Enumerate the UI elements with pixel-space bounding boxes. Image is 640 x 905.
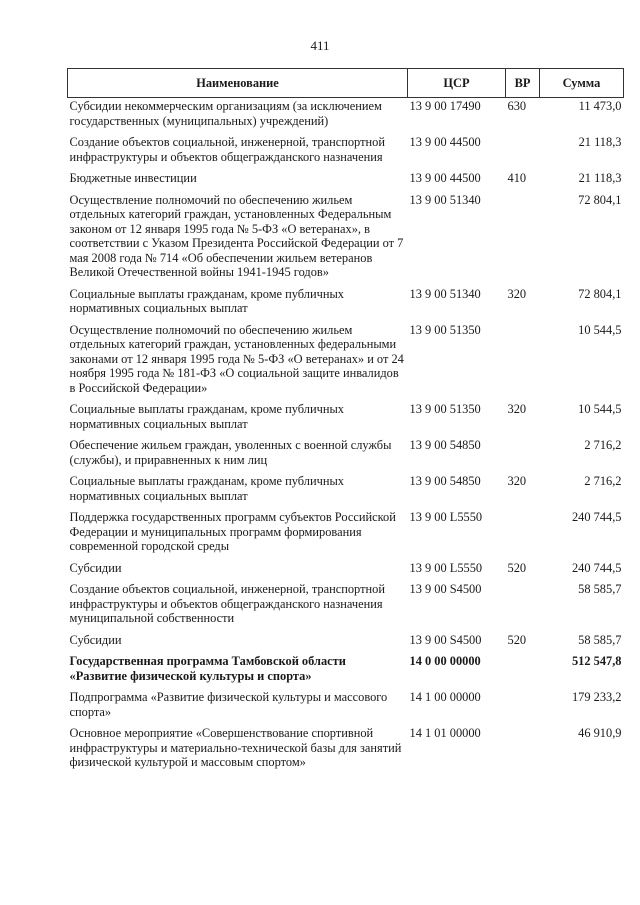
cell-csr: 13 9 00 L5550 xyxy=(409,560,483,575)
cell-csr: 14 0 00 00000 xyxy=(409,654,481,668)
cell-name: Основное мероприятие «Совершенствование спортивной инфраструктуры и материально-технической базы для занятий физической культурой и массовым спортом» xyxy=(69,726,402,769)
cell-sum: 21 118,3 xyxy=(578,171,622,185)
cell-vr: 320 xyxy=(507,402,527,416)
cell-sum: 2 716,2 xyxy=(584,474,622,488)
cell-sum: 240 744,5 xyxy=(571,560,622,575)
table-row xyxy=(68,653,624,689)
cell-vr: 320 xyxy=(507,286,527,301)
header-vr: ВР xyxy=(506,69,540,98)
cell-vr: 520 xyxy=(507,632,527,647)
cell-csr: 13 9 00 51340 xyxy=(409,192,481,207)
cell-csr: 14 1 00 00000 xyxy=(409,690,481,704)
cell-csr: 13 9 00 51340 xyxy=(409,286,481,301)
cell-vr xyxy=(506,509,540,560)
cell-vr: 320 xyxy=(507,474,527,488)
cell-vr xyxy=(506,689,540,725)
cell-sum: 21 118,3 xyxy=(578,135,622,149)
cell-sum: 46 910,9 xyxy=(578,726,622,740)
cell-vr xyxy=(506,134,540,170)
header-name: Наименование xyxy=(68,69,408,98)
cell-name: Обеспечение жильем граждан, уволенных с военной службы (службы), и приравненных к ним лиц xyxy=(69,438,392,467)
cell-vr xyxy=(506,437,540,473)
cell-csr: 13 9 00 L5550 xyxy=(409,510,483,524)
cell-vr xyxy=(506,581,540,632)
cell-sum: 240 744,5 xyxy=(571,510,622,524)
cell-name: Создание объектов социальной, инженерной, транспортной инфраструктуры и объектов общегражданского назначения муниципальной собственности xyxy=(69,582,385,625)
cell-vr: 410 xyxy=(507,171,527,185)
cell-csr: 13 9 00 51350 xyxy=(409,402,481,416)
table-row xyxy=(68,560,624,582)
cell-name: Осуществление полномочий по обеспечению жильем отдельных категорий граждан, установленных Федеральным законом от 12 января 1995 года № 5-ФЗ «О ветеранах», в соответствии с Указом Президента Российской Федерации от 7 мая 2008 года № 714 «Об обеспечении жильем ветеранов Великой Отечественной войны 1941-1945 годов» xyxy=(69,192,404,279)
table-row xyxy=(68,509,624,560)
cell-name: Государственная программа Тамбовской области «Развитие физической культуры и спорта» xyxy=(69,654,346,683)
cell-name: Субсидии xyxy=(69,632,122,647)
cell-csr: 13 9 00 51350 xyxy=(409,322,481,337)
cell-vr: 630 xyxy=(507,99,527,113)
cell-vr xyxy=(506,653,540,689)
cell-vr xyxy=(506,192,540,286)
cell-name: Подпрограмма «Развитие физической культуры и массового спорта» xyxy=(69,690,388,719)
cell-vr xyxy=(506,322,540,402)
cell-name: Субсидии xyxy=(69,560,122,575)
cell-vr xyxy=(506,725,540,776)
table-row xyxy=(68,286,624,322)
table-row xyxy=(68,401,624,437)
table-row xyxy=(68,725,624,776)
table-row xyxy=(68,170,624,192)
cell-name: Поддержка государственных программ субъектов Российской Федерации и муниципальных программ формирования современной городской среды xyxy=(69,510,396,553)
table-row xyxy=(68,581,624,632)
cell-sum: 10 544,5 xyxy=(578,322,622,337)
cell-name: Социальные выплаты гражданам, кроме публичных нормативных социальных выплат xyxy=(69,474,344,503)
cell-name: Социальные выплаты гражданам, кроме публичных нормативных социальных выплат xyxy=(69,286,344,315)
cell-sum: 11 473,0 xyxy=(578,99,622,113)
cell-csr: 13 9 00 44500 xyxy=(409,171,481,185)
cell-csr: 13 9 00 54850 xyxy=(409,474,481,488)
cell-vr: 520 xyxy=(507,560,527,575)
cell-csr: 13 9 00 17490 xyxy=(409,99,481,113)
table-row xyxy=(68,473,624,509)
header-csr: ЦСР xyxy=(408,69,506,98)
budget-table xyxy=(67,68,624,776)
cell-name: Субсидии некоммерческим организациям (за исключением государственных (муниципальных) учреждений) xyxy=(69,99,382,128)
cell-sum: 512 547,8 xyxy=(571,654,622,668)
table-header-row xyxy=(68,69,624,98)
cell-csr: 13 9 00 S4500 xyxy=(409,632,482,647)
cell-csr: 13 9 00 54850 xyxy=(409,438,481,452)
cell-sum: 72 804,1 xyxy=(578,192,622,207)
cell-sum: 72 804,1 xyxy=(578,286,622,301)
table-row xyxy=(68,437,624,473)
table-row xyxy=(68,632,624,654)
cell-name: Социальные выплаты гражданам, кроме публичных нормативных социальных выплат xyxy=(69,402,344,431)
cell-sum: 2 716,2 xyxy=(584,438,622,452)
table-row xyxy=(68,98,624,135)
cell-csr: 13 9 00 S4500 xyxy=(409,582,482,596)
header-sum: Сумма xyxy=(540,69,624,98)
cell-name: Осуществление полномочий по обеспечению жильем отдельных категорий граждан, установленных федеральными законами от 12 января 1995 года № 5-ФЗ «О ветеранах» и от 24 ноября 1995 года № 181-ФЗ «О социальной защите инвалидов в Российской Федерации» xyxy=(69,322,404,395)
table-row xyxy=(68,134,624,170)
cell-name: Бюджетные инвестиции xyxy=(69,171,197,185)
cell-sum: 179 233,2 xyxy=(571,690,622,704)
table-row xyxy=(68,322,624,402)
table-row xyxy=(68,192,624,286)
cell-sum: 58 585,7 xyxy=(578,632,622,647)
cell-sum: 10 544,5 xyxy=(578,402,622,416)
cell-csr: 13 9 00 44500 xyxy=(409,135,481,149)
cell-sum: 58 585,7 xyxy=(578,582,622,596)
cell-csr: 14 1 01 00000 xyxy=(409,726,481,740)
table-row xyxy=(68,689,624,725)
page-number: 411 xyxy=(310,38,330,53)
cell-name: Создание объектов социальной, инженерной, транспортной инфраструктуры и объектов общегражданского назначения xyxy=(69,135,385,164)
